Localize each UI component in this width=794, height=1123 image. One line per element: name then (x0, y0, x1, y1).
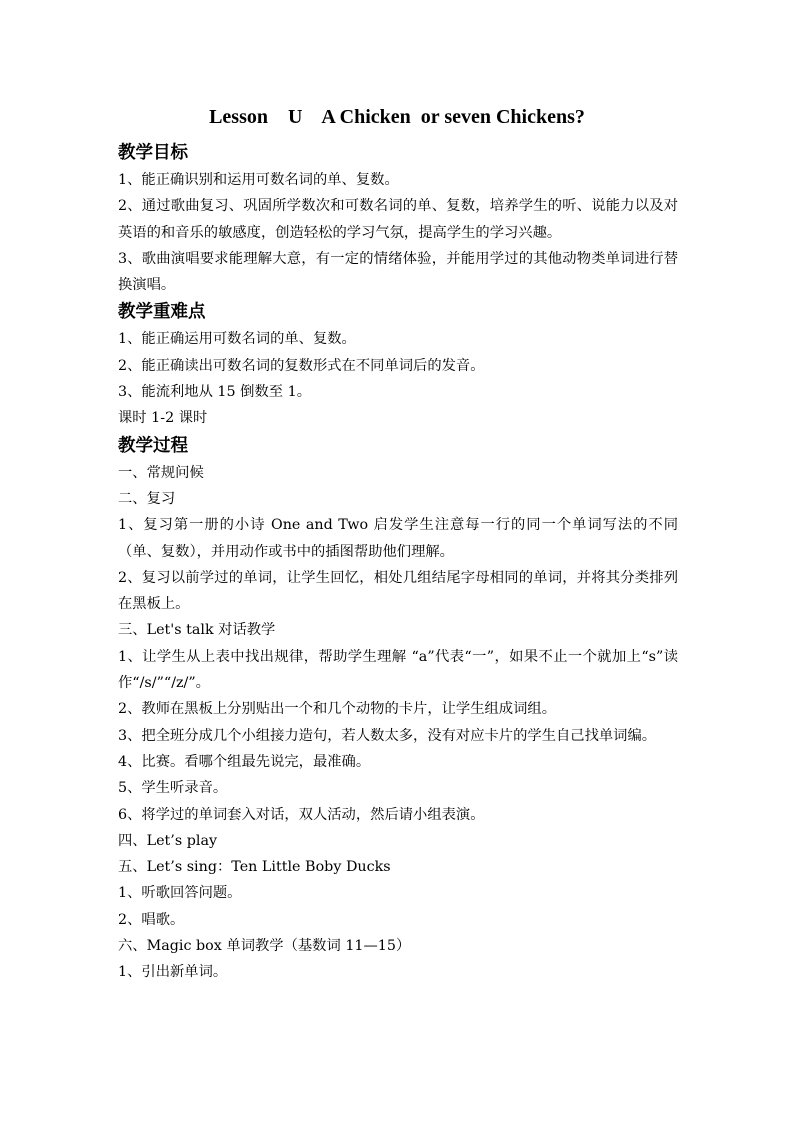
paragraph: 三、Let's talk 对话教学 (118, 622, 276, 639)
document-body (118, 139, 678, 986)
paragraph: 3、歌曲演唱要求能理解大意，有一定的情绪体验，并能用学过的其他动物类单词进行替换演唱。 (118, 250, 678, 294)
paragraph: 2、复习以前学过的单词，让学生回忆，相处几组结尾字母相同的单词，并将其分类排列在黑板上。 (118, 569, 678, 613)
paragraph: 4、比赛。看哪个组最先说完，最准确。 (118, 753, 371, 770)
paragraph: 一、常规问候 (118, 464, 204, 481)
paragraph: 1、复习第一册的小诗 One and Two 启发学生注意每一行的同一个单词写法的不同（单、复数），并用动作或书中的插图帮助他们理解。 (118, 517, 678, 560)
section-heading: 教学重难点 (118, 302, 206, 323)
paragraph: 1、能正确识别和运用可数名词的单、复数。 (118, 172, 399, 188)
paragraph: 四、Let’s play (118, 832, 218, 849)
paragraph: 五、Let’s sing：Ten Little Boby Ducks (118, 859, 391, 876)
lesson-title: Lesson U A Chicken or seven Chickens? (209, 106, 585, 128)
paragraph: 3、把全班分成几个小组接力造句，若人数太多，没有对应卡片的学生自己找单词编。 (118, 727, 657, 744)
paragraph: 二、复习 (118, 490, 176, 507)
paragraph: 六、Magic box 单词教学（基数词 11—15） (118, 938, 411, 955)
paragraph: 5、学生听录音。 (118, 780, 228, 797)
paragraph: 课时 1-2 课时 (118, 410, 208, 427)
paragraph: 2、教师在黑板上分别贴出一个和几个动物的卡片，让学生组成词组。 (118, 701, 556, 718)
paragraph: 3、能流利地从 15 倒数至 1。 (118, 384, 311, 401)
paragraph: 1、让学生从上表中找出规律，帮助学生理解 “a”代表“一”，如果不止一个就加上“s”读作“/s/”“/z/”。 (118, 648, 678, 692)
section-heading: 教学目标 (118, 143, 188, 163)
paragraph: 1、听歌回答问题。 (118, 885, 242, 902)
paragraph: 2、通过歌曲复习、巩固所学数次和可数名词的单、复数，培养学生的听、说能力以及对英语的和音乐的敏感度，创造轻松的学习气氛，提高学生的学习兴趣。 (118, 198, 678, 241)
paragraph: 2、唱歌。 (118, 911, 185, 928)
paragraph: 2、能正确读出可数名词的复数形式在不同单词后的发音。 (118, 357, 485, 374)
paragraph: 6、将学过的单词套入对话，双人活动，然后请小组表演。 (118, 806, 485, 823)
paragraph: 1、引出新单词。 (118, 964, 228, 981)
section-heading: 教学过程 (118, 435, 188, 456)
paragraph: 1、能正确运用可数名词的单、复数。 (118, 331, 356, 348)
